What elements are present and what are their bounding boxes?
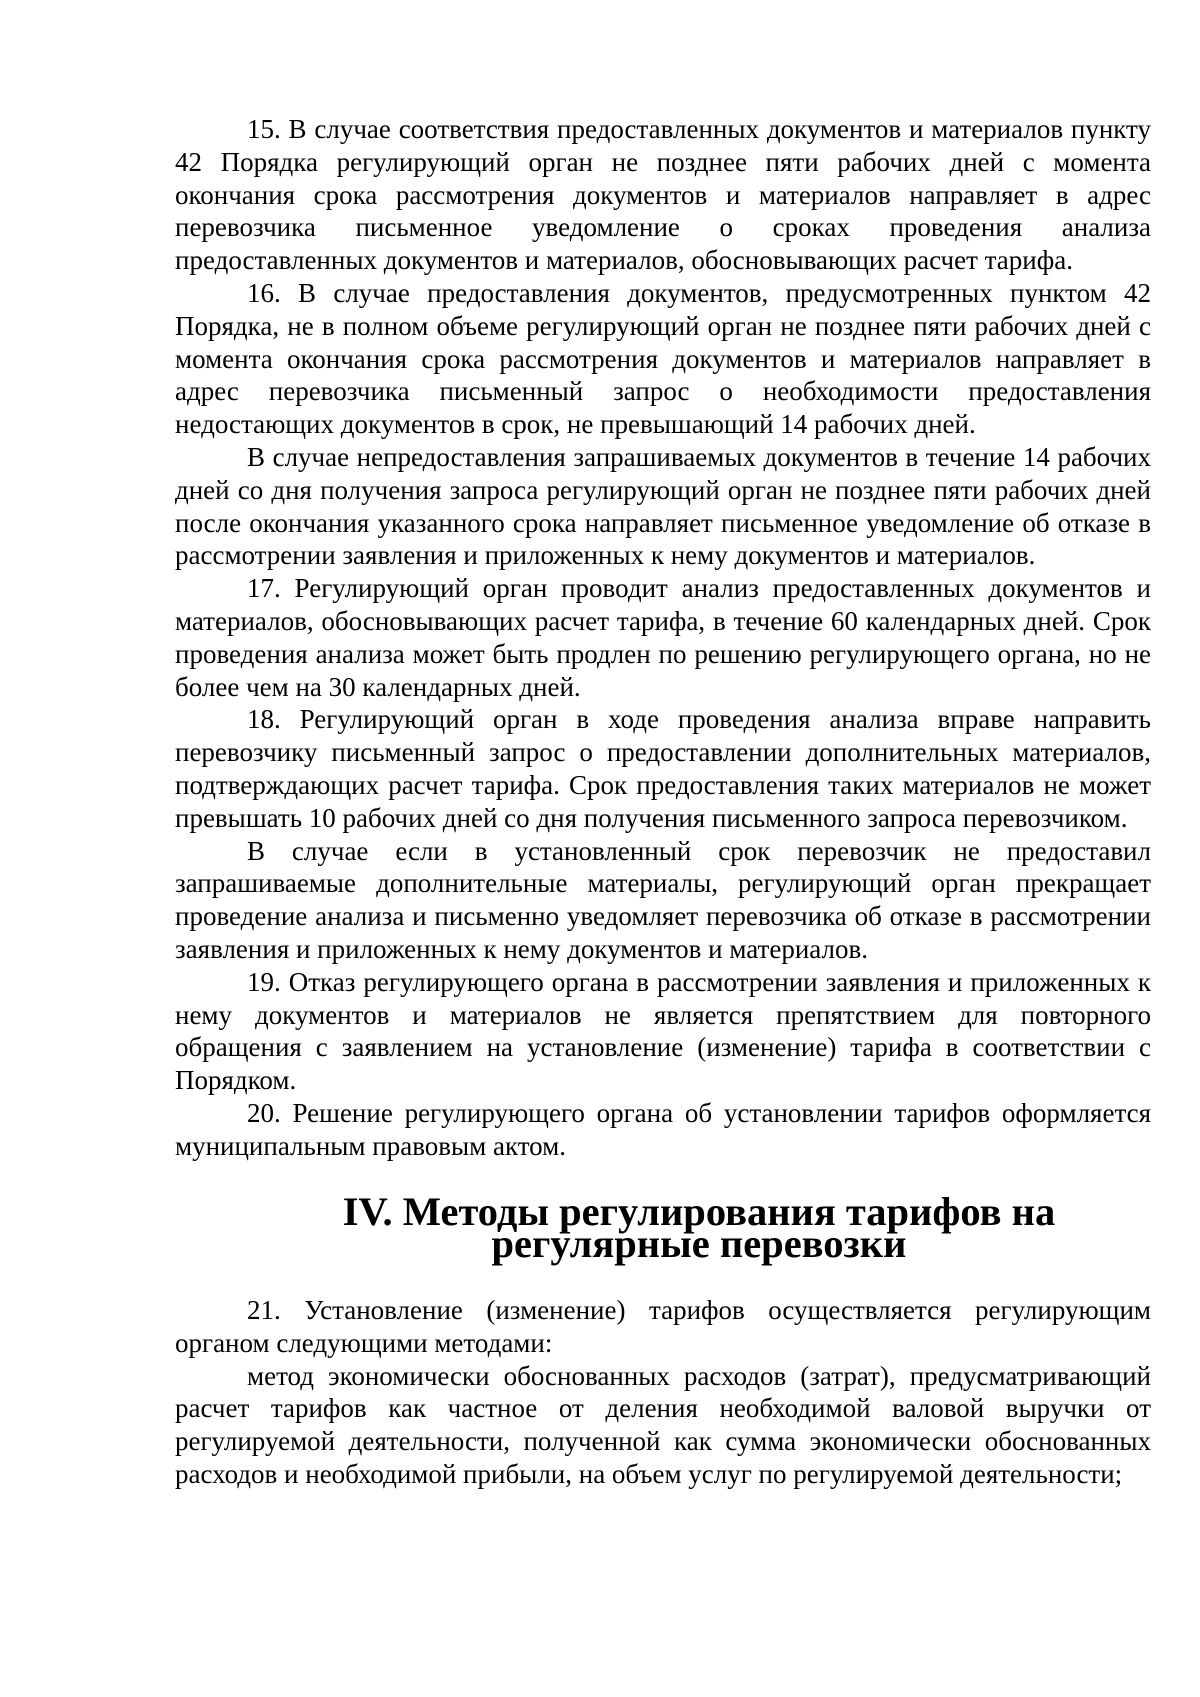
- paragraph-16-continuation: В случае непредоставления запрашиваемых документов в течение 14 рабочих дней со дня получения запроса регулирующий орган не позднее пяти рабочих дней после окончания указанного срока направляет письменное уведомление об отказе в рассмотрении заявления и приложенных к нему документов и материалов.: [175, 441, 1151, 571]
- section-title: IV. Методы регулирования тарифов на регулярные перевозки: [342, 1188, 1056, 1267]
- paragraph-15: 15. В случае соответствия предоставленных документов и материалов пункту 42 Порядка регулирующий орган не позднее пяти рабочих дней с момента окончания срока рассмотрения документов и материалов направляет в адрес перевозчика письменное уведомление о сроках проведения анализа предоставленных документов и материалов, обосновывающих расчет тарифа.: [175, 114, 1151, 276]
- document-page: [175, 113, 1151, 1491]
- paragraph-18-continuation: В случае если в установленный срок перевозчик не предоставил запрашиваемые дополнительные материалы, регулирующий орган прекращает проведение анализа и письменно уведомляет перевозчика об отказе в рассмотрении заявления и приложенных к нему документов и материалов.: [175, 835, 1151, 964]
- paragraph-16: 16. В случае предоставления документов, предусмотренных пунктом 42 Порядка, не в полном объеме регулирующий орган не позднее пяти рабочих дней с момента окончания срока рассмотрения документов и материалов направляет в адрес перевозчика письменный запрос о необходимости предоставления недостающих документов в срок, не превышающий 14 рабочих дней.: [175, 277, 1151, 440]
- paragraph-17: 17. Регулирующий орган проводит анализ предоставленных документов и материалов, обосновывающих расчет тарифа, в течение 60 календарных дней. Срок проведения анализа может быть продлен по решению регулирующего органа, но не более чем на 30 календарных дней.: [175, 573, 1151, 702]
- paragraph-21-method-1: метод экономически обоснованных расходов (затрат), предусматривающий расчет тарифов как частное от деления необходимой валовой выручки от регулируемой деятельности, полученной как сумма экономически обоснованных расходов и необходимой прибыли, на объем услуг по регулируемой деятельности;: [175, 1360, 1151, 1490]
- paragraph-18: 18. Регулирующий орган в ходе проведения анализа вправе направить перевозчику письменный запрос о предоставлении дополнительных материалов, подтверждающих расчет тарифа. Срок предоставления таких материалов не может превышать 10 рабочих дней со дня получения письменного запроса перевозчиком.: [175, 704, 1151, 833]
- paragraph-21: 21. Установление (изменение) тарифов осуществляется регулирующим органом следующими методами:: [175, 1295, 1151, 1358]
- paragraph-20: 20. Решение регулирующего органа об установлении тарифов оформляется муниципальным правовым актом.: [175, 1097, 1151, 1161]
- paragraph-19: 19. Отказ регулирующего органа в рассмотрении заявления и приложенных к нему документов и материалов не является препятствием для повторного обращения с заявлением на установление (изменение) тарифа в соответствии с Порядком.: [175, 966, 1151, 1096]
